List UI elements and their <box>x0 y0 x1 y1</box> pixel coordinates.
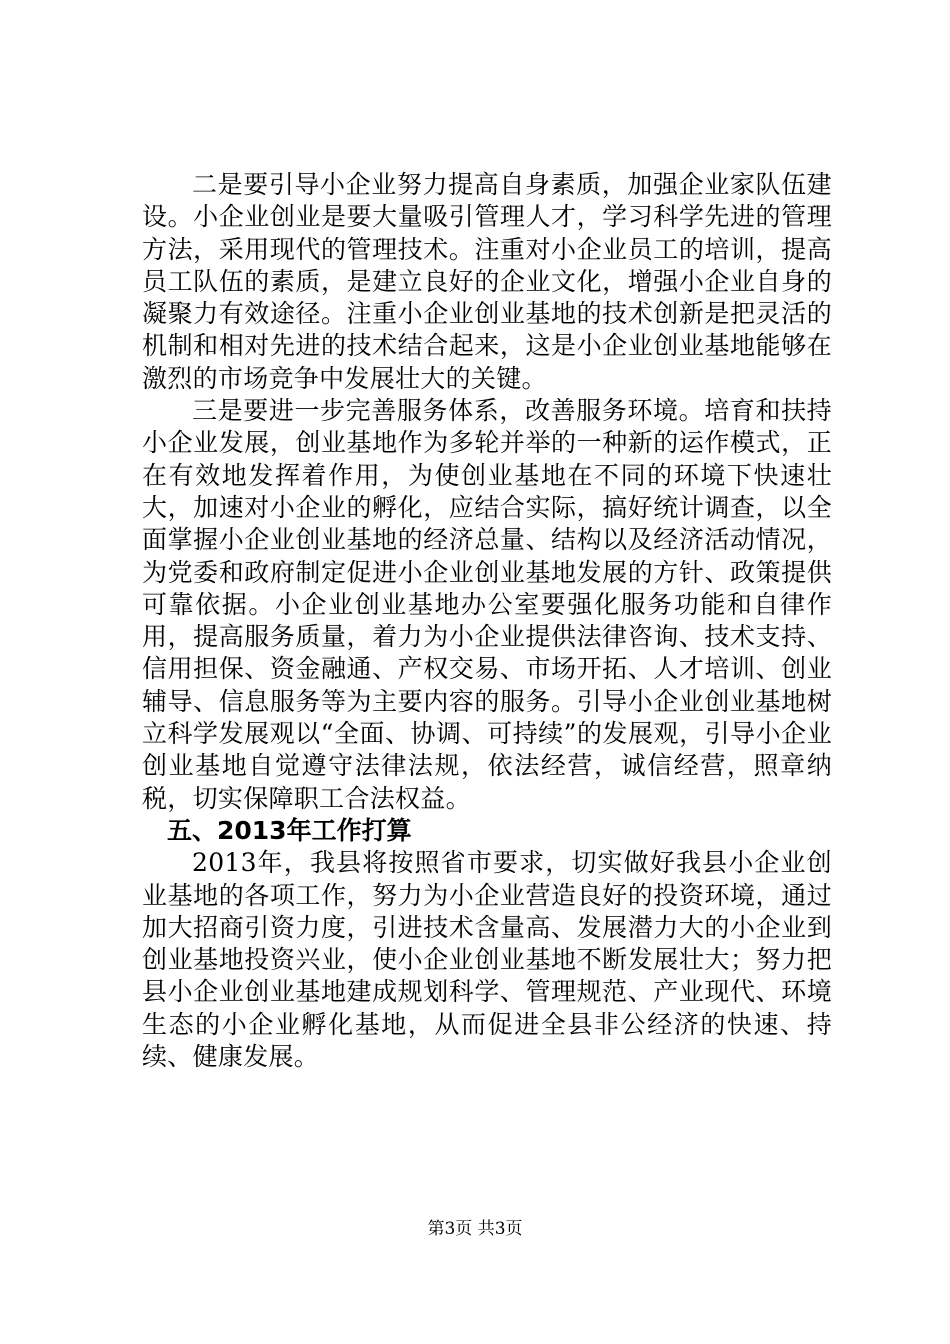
section-paragraph: 2013年，我县将按照省市要求，切实做好我县小企业创业基地的各项工作，努力为小企业营造良好的投资环境，通过加大招商引资力度，引进技术含量高、发展潜力大的小企业到创业基地投资兴业，使小企业创业基地不断发展壮大；努力把县小企业创业基地建成规划科学、管理规范、产业现代、环境生态的小企业孵化基地，从而促进全县非公经济的快速、持续、健康发展。 <box>142 848 832 1072</box>
body-paragraph: 二是要引导小企业努力提高自身素质，加强企业家队伍建设。小企业创业是要大量吸引管理人才，学习科学先进的管理方法，采用现代的管理技术。注重对小企业员工的培训，提高员工队伍的素质，是建立良好的企业文化，增强小企业自身的凝聚力有效途径。注重小企业创业基地的技术创新是把灵活的机制和相对先进的技术结合起来，这是小企业创业基地能够在激烈的市场竞争中发展壮大的关键。 <box>142 170 832 393</box>
document-body <box>142 169 832 1073</box>
page-footer: 第3页 共3页 <box>427 1219 523 1239</box>
section-heading: 五、2013年工作打算 <box>167 815 412 845</box>
body-paragraph: 三是要进一步完善服务体系，改善服务环境。培育和扶持小企业发展，创业基地作为多轮并举的一种新的运作模式，正在有效地发挥着作用，为使创业基地在不同的环境下快速壮大，加速对小企业的孵化，应结合实际，搞好统计调查，以全面掌握小企业创业基地的经济总量、结构以及经济活动情况，为党委和政府制定促进小企业创业基地发展的方针、政策提供可靠依据。小企业创业基地办公室要强化服务功能和自律作用，提高服务质量，着力为小企业提供法律咨询、技术支持、信用担保、资金融通、产权交易、市场开拓、人才培训、创业辅导、信息服务等为主要内容的服务。引导小企业创业基地树立科学发展观以“全面、协调、可持续”的发展观，引导小企业创业基地自觉遵守法律法规，依法经营，诚信经营，照章纳税，切实保障职工合法权益。 <box>142 396 832 813</box>
